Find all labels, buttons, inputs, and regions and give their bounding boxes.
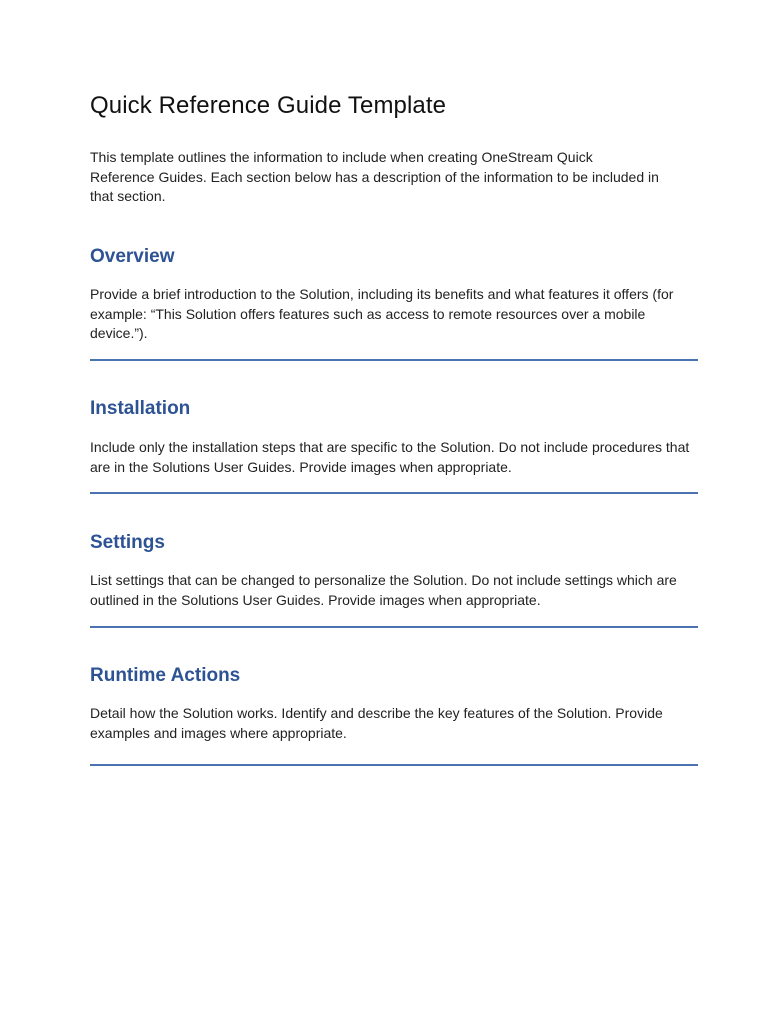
section-divider — [90, 764, 698, 766]
section-divider — [90, 492, 698, 494]
section-settings — [90, 532, 700, 608]
section-body-runtime-actions: Detail how the Solution works. Identify and describe the key features of the Solution. Provide examples and images where appropriate. — [90, 705, 663, 741]
section-body-settings: List settings that can be changed to personalize the Solution. Do not include settings which are outlined in the Solutions User Guides. Provide images when appropriate. — [90, 572, 677, 608]
section-divider — [90, 359, 698, 361]
intro-paragraph: This template outlines the information to include when creating OneStream Quick Reference Guides. Each section below has a description of the information to be included in that section. — [90, 149, 659, 204]
section-heading-settings: Settings — [90, 532, 165, 553]
section-body-overview: Provide a brief introduction to the Solution, including its benefits and what features it offers (for example: “This Solution offers features such as access to remote resources over a mobile device.”). — [90, 286, 674, 341]
section-heading-overview: Overview — [90, 246, 175, 267]
section-installation — [90, 398, 700, 475]
section-divider — [90, 626, 698, 628]
section-heading-runtime-actions: Runtime Actions — [90, 665, 241, 686]
document-title: Quick Reference Guide Template — [90, 92, 447, 119]
section-overview — [90, 246, 700, 341]
section-runtime-actions — [90, 665, 700, 741]
section-body-installation: Include only the installation steps that are specific to the Solution. Do not include procedures that are in the Solutions User Guides. Provide images when appropriate. — [90, 439, 690, 475]
section-heading-installation: Installation — [90, 398, 191, 419]
